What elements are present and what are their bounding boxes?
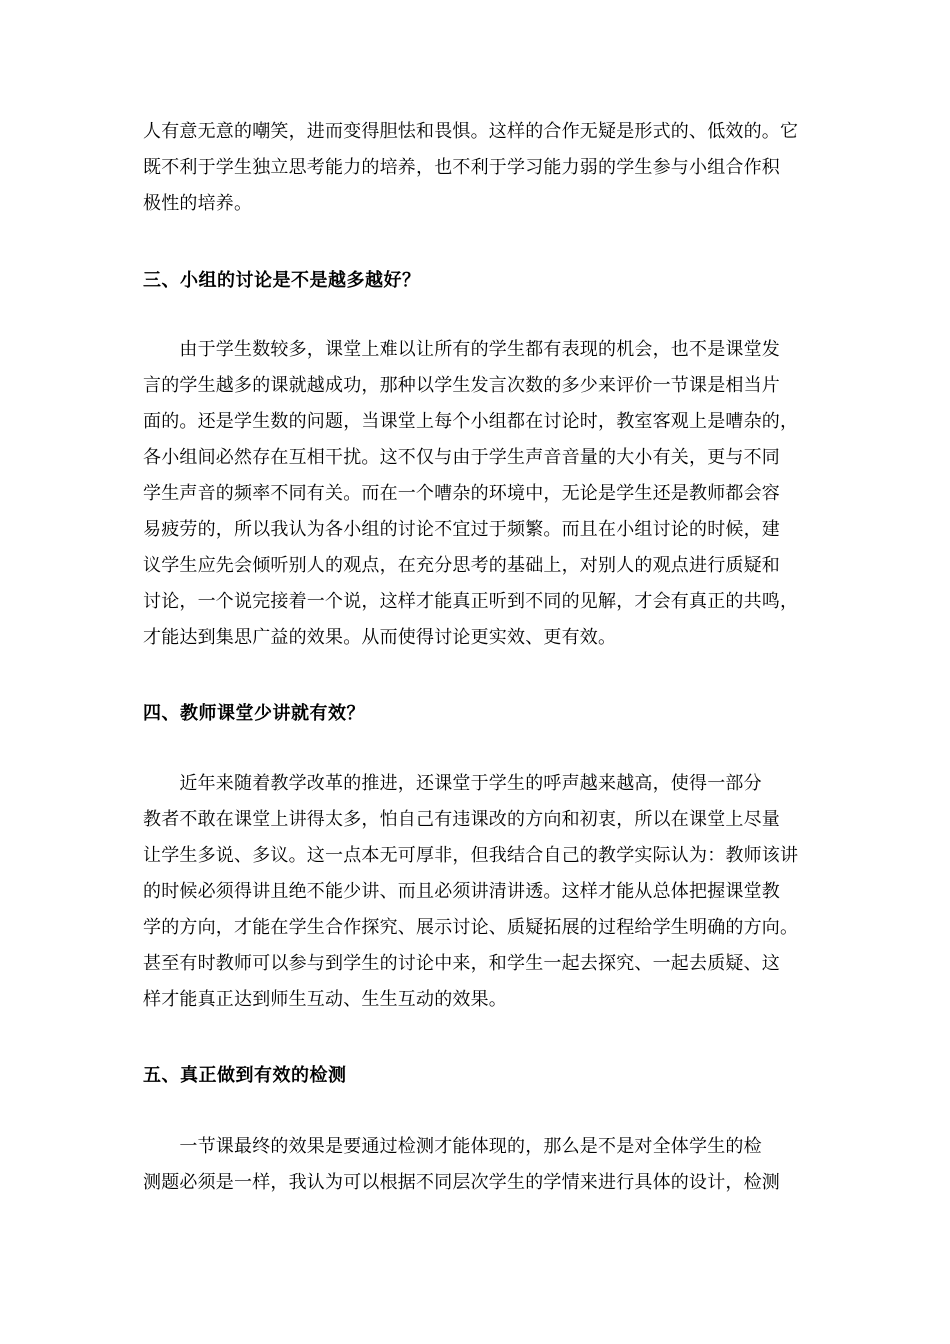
text-line: 人有意无意的嘲笑，进而变得胆怯和畏惧。这样的合作无疑是形式的、低效的。它 [143, 121, 799, 142]
text-line: 的时候必须得讲且绝不能少讲、而且必须讲清讲透。这样才能从总体把握课堂教 [143, 881, 780, 902]
paragraph-section-5 [143, 1129, 815, 1201]
text-line: 近年来随着教学改革的推进，还课堂于学生的呼声越来越高，使得一部分 [143, 773, 762, 794]
section-heading-5: 五、真正做到有效的检测 [143, 1065, 347, 1086]
section-heading-4: 四、教师课堂少讲就有效？ [143, 703, 365, 724]
text-line: 议学生应先会倾听别人的观点，在充分思考的基础上，对别人的观点进行质疑和 [143, 555, 780, 576]
text-line: 言的学生越多的课就越成功，那种以学生发言次数的多少来评价一节课是相当片 [143, 375, 780, 396]
text-line: 测题必须是一样，我认为可以根据不同层次学生的学情来进行具体的设计，检测 [143, 1172, 780, 1193]
text-line: 易疲劳的，所以我认为各小组的讨论不宜过于频繁。而且在小组讨论的时候，建 [143, 519, 780, 540]
text-line: 教者不敢在课堂上讲得太多，怕自己有违课改的方向和初衷，所以在课堂上尽量 [143, 809, 780, 830]
text-line: 讨论，一个说完接着一个说，这样才能真正听到不同的见解，才会有真正的共鸣， [143, 591, 799, 612]
text-line: 极性的培养。 [143, 193, 253, 214]
text-line: 样才能真正达到师生互动、生生互动的效果。 [143, 989, 507, 1010]
text-line: 既不利于学生独立思考能力的培养，也不利于学习能力弱的学生参与小组合作积 [143, 157, 780, 178]
paragraph-section-3 [143, 332, 815, 656]
text-line: 让学生多说、多议。这一点本无可厚非，但我结合自己的教学实际认为：教师该讲 [143, 845, 799, 866]
text-line: 学的方向，才能在学生合作探究、展示讨论、质疑拓展的过程给学生明确的方向。 [143, 917, 799, 938]
text-line: 面的。还是学生数的问题，当课堂上每个小组都在讨论时，教室客观上是嘈杂的， [143, 411, 799, 432]
text-line: 才能达到集思广益的效果。从而使得讨论更实效、更有效。 [143, 627, 617, 648]
paragraph-section-4 [143, 766, 815, 1018]
text-line: 由于学生数较多，课堂上难以让所有的学生都有表现的机会，也不是课堂发 [143, 339, 780, 360]
text-line: 各小组间必然存在互相干扰。这不仅与由于学生声音音量的大小有关，更与不同 [143, 447, 780, 468]
text-line: 学生声音的频率不同有关。而在一个嘈杂的环境中，无论是学生还是教师都会容 [143, 483, 780, 504]
text-line: 甚至有时教师可以参与到学生的讨论中来，和学生一起去探究、一起去质疑、这 [143, 953, 780, 974]
paragraph-intro [143, 114, 815, 222]
text-line: 一节课最终的效果是要通过检测才能体现的，那么是不是对全体学生的检 [143, 1136, 762, 1157]
section-heading-3: 三、小组的讨论是不是越多越好？ [143, 270, 421, 291]
